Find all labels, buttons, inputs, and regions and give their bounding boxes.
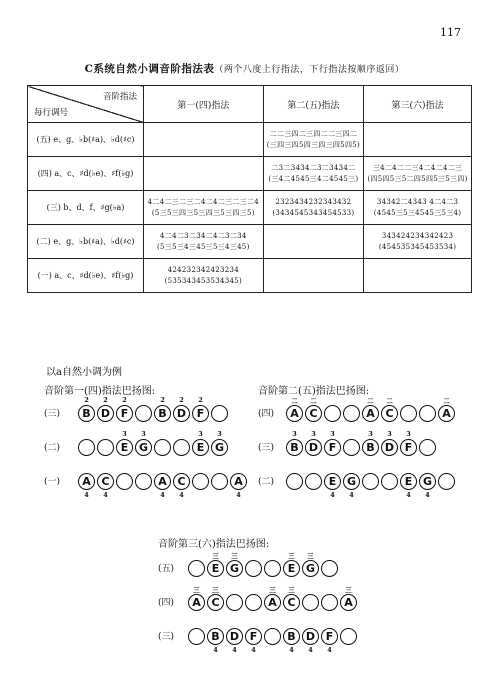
title-main: C系统自然小调音阶指法表 bbox=[84, 63, 215, 75]
fingering-sequence: 34342二4343 4二4二3 bbox=[376, 197, 459, 206]
note-button-c bbox=[173, 473, 190, 499]
fingering-sequence: (5三5三四三5三四三5三四三5) bbox=[151, 208, 255, 217]
note-button-b bbox=[154, 396, 171, 422]
note-name: E bbox=[404, 475, 413, 488]
fingering-sequence: (5三5三4三45三5三4三45) bbox=[157, 242, 250, 251]
note-name: D bbox=[100, 407, 111, 420]
fingering-cell bbox=[144, 191, 264, 225]
finger-number-below: 4 bbox=[289, 646, 294, 654]
note-name: A bbox=[344, 596, 353, 609]
keyboard-row bbox=[44, 466, 254, 499]
button-empty bbox=[188, 628, 205, 645]
note-name bbox=[98, 440, 113, 455]
button-empty bbox=[154, 439, 171, 456]
finger-number-below: 4 bbox=[406, 491, 411, 499]
row-key-signature: (二) e、g、♭b(♯a)、♭d(♯c) bbox=[28, 225, 144, 259]
page-title bbox=[0, 61, 489, 76]
note-button-c bbox=[305, 397, 322, 422]
row-label: (三) bbox=[44, 409, 61, 419]
button-empty bbox=[438, 473, 455, 490]
note-name: G bbox=[422, 475, 433, 488]
note-name: G bbox=[346, 475, 357, 488]
finger-number-above: 三 bbox=[269, 586, 276, 594]
row-label: (三) bbox=[158, 632, 175, 642]
fingering-sequence: (三四三四5四三四三四5四5) bbox=[266, 140, 361, 149]
finger-number-above: 三 bbox=[231, 552, 238, 560]
fingering-sequence: 二二三四二三四二二三四二 bbox=[269, 129, 358, 138]
note-button-b bbox=[286, 430, 303, 456]
diagram-fingering-3 bbox=[158, 535, 368, 655]
fingering-cell bbox=[144, 225, 264, 259]
note-name: B bbox=[290, 441, 299, 454]
button-empty bbox=[135, 473, 152, 490]
note-name bbox=[322, 595, 337, 610]
button-empty bbox=[264, 628, 281, 645]
finger-number-above: 二 bbox=[310, 397, 317, 405]
note-button-e bbox=[324, 473, 341, 499]
button-empty bbox=[340, 628, 357, 645]
note-name: C bbox=[211, 596, 220, 609]
note-button-a bbox=[230, 473, 247, 499]
finger-number-below: 4 bbox=[236, 491, 241, 499]
finger-number-above: 2 bbox=[179, 396, 184, 404]
button-empty bbox=[302, 594, 319, 611]
diagram-title: 音阶第二(五)指法巴扬图: bbox=[258, 386, 370, 397]
example-heading: 以a自然小调为例 bbox=[46, 367, 122, 378]
note-button-d bbox=[302, 628, 319, 654]
finger-number-above: 三 bbox=[288, 586, 295, 594]
note-name: A bbox=[192, 596, 201, 609]
note-button-e bbox=[283, 552, 300, 577]
note-name bbox=[287, 474, 302, 489]
note-name: G bbox=[138, 441, 149, 454]
keyboard-row bbox=[258, 398, 468, 428]
keyboard-row bbox=[158, 553, 368, 583]
button-empty bbox=[264, 560, 281, 577]
finger-number-above: 3 bbox=[122, 430, 127, 438]
fingering-sequence: (535343453534345) bbox=[164, 276, 243, 285]
finger-number-below: 4 bbox=[213, 646, 218, 654]
note-name bbox=[155, 440, 170, 455]
finger-number-above: 三 bbox=[193, 586, 200, 594]
note-name: A bbox=[268, 596, 277, 609]
finger-number-above: 三 bbox=[288, 552, 295, 560]
keyboard-row bbox=[158, 621, 368, 654]
header-corner-top: 音阶指法 bbox=[102, 92, 137, 102]
finger-number-above: 3 bbox=[311, 430, 316, 438]
button-empty bbox=[211, 405, 228, 422]
finger-number-below: 4 bbox=[425, 491, 430, 499]
note-name bbox=[265, 561, 280, 576]
finger-number-above: 三 bbox=[212, 586, 219, 594]
fingering-sequence: 三4二4二二三4二4二4二三 bbox=[372, 163, 463, 172]
note-name: A bbox=[290, 407, 299, 420]
note-name: D bbox=[229, 630, 240, 643]
finger-number-above: 三 bbox=[212, 552, 219, 560]
keyboard-row bbox=[158, 587, 368, 617]
note-button-a bbox=[438, 397, 455, 422]
table-row bbox=[28, 157, 472, 191]
fingering-sequence: (四5四5三5二四5四5三5三四) bbox=[367, 174, 468, 183]
note-name bbox=[303, 595, 318, 610]
note-button-g bbox=[135, 430, 152, 456]
note-button-d bbox=[173, 396, 190, 422]
button-empty bbox=[211, 473, 228, 490]
finger-number-above: 2 bbox=[160, 396, 165, 404]
note-button-f bbox=[321, 628, 338, 654]
fingering-cell bbox=[364, 123, 472, 157]
button-empty bbox=[343, 439, 360, 456]
note-name bbox=[420, 440, 435, 455]
fingering-cell bbox=[364, 259, 472, 293]
column-header-2: 第二(五)指法 bbox=[263, 86, 363, 123]
diagram-title: 音阶第三(六)指法巴扬图: bbox=[158, 539, 270, 550]
finger-number-above: 二 bbox=[443, 397, 450, 405]
fingering-sequence: (3434545343454533) bbox=[272, 208, 355, 217]
table-row bbox=[28, 123, 472, 157]
finger-number-above: 3 bbox=[406, 430, 411, 438]
note-button-c bbox=[97, 473, 114, 499]
fingering-cell bbox=[144, 123, 264, 157]
note-name bbox=[246, 595, 261, 610]
fingering-cell bbox=[364, 157, 472, 191]
row-key-signature: (四) a、c、♯d(♭e)、♯f(♭g) bbox=[28, 157, 144, 191]
finger-number-above: 二 bbox=[291, 397, 298, 405]
note-name bbox=[325, 406, 340, 421]
note-name bbox=[382, 474, 397, 489]
button-empty bbox=[245, 560, 262, 577]
note-name bbox=[227, 595, 242, 610]
row-label: (四) bbox=[158, 598, 175, 608]
fingering-table bbox=[27, 85, 472, 293]
note-name: G bbox=[229, 562, 240, 575]
note-name: B bbox=[366, 441, 375, 454]
title-note: （两个八度上行指法，下行指法按顺序返回） bbox=[214, 65, 405, 75]
note-name bbox=[174, 440, 189, 455]
button-empty bbox=[343, 405, 360, 422]
note-name: A bbox=[158, 475, 167, 488]
finger-number-below: 4 bbox=[327, 646, 332, 654]
fingering-cell bbox=[144, 259, 264, 293]
note-button-c bbox=[207, 586, 224, 611]
note-name: C bbox=[101, 475, 110, 488]
note-name bbox=[401, 406, 416, 421]
finger-number-above: 3 bbox=[292, 430, 297, 438]
note-name: C bbox=[385, 407, 394, 420]
row-label: (三) bbox=[258, 443, 275, 453]
note-button-g bbox=[226, 552, 243, 577]
button-empty bbox=[419, 405, 436, 422]
note-name: F bbox=[404, 441, 413, 454]
finger-number-below: 4 bbox=[84, 491, 89, 499]
fingering-cell bbox=[144, 157, 264, 191]
button-empty bbox=[173, 439, 190, 456]
note-name: E bbox=[287, 562, 296, 575]
note-name bbox=[344, 440, 359, 455]
note-name: E bbox=[211, 562, 220, 575]
note-name bbox=[344, 406, 359, 421]
finger-number-above: 二 bbox=[386, 397, 393, 405]
button-empty bbox=[245, 594, 262, 611]
note-name bbox=[322, 561, 337, 576]
note-button-g bbox=[211, 430, 228, 456]
keyboard-row bbox=[258, 466, 468, 499]
note-name: F bbox=[249, 630, 258, 643]
note-name bbox=[341, 629, 356, 644]
note-button-g bbox=[419, 473, 436, 499]
row-label: (五) bbox=[158, 564, 175, 574]
finger-number-above: 三 bbox=[345, 586, 352, 594]
fingering-cell bbox=[263, 123, 363, 157]
button-empty bbox=[362, 473, 379, 490]
column-header-3: 第三(六)指法 bbox=[364, 86, 472, 123]
note-name bbox=[265, 629, 280, 644]
note-button-b bbox=[78, 396, 95, 422]
row-key-signature: (五) e、g、♭b(♯a)、♭d(♯c) bbox=[28, 123, 144, 157]
note-button-a bbox=[362, 397, 379, 422]
note-name: G bbox=[214, 441, 225, 454]
column-header-1: 第一(四)指法 bbox=[144, 86, 264, 123]
note-name bbox=[193, 474, 208, 489]
note-button-d bbox=[381, 430, 398, 456]
button-empty bbox=[305, 473, 322, 490]
note-name: E bbox=[328, 475, 337, 488]
note-name bbox=[246, 561, 261, 576]
finger-number-above: 3 bbox=[368, 430, 373, 438]
note-name: D bbox=[384, 441, 395, 454]
note-button-c bbox=[381, 397, 398, 422]
button-empty bbox=[78, 439, 95, 456]
note-name: F bbox=[120, 407, 129, 420]
note-name: F bbox=[325, 630, 334, 643]
note-name: D bbox=[305, 630, 316, 643]
note-name bbox=[212, 474, 227, 489]
note-button-f bbox=[116, 396, 133, 422]
finger-number-above: 2 bbox=[84, 396, 89, 404]
note-button-f bbox=[324, 430, 341, 456]
note-name: D bbox=[176, 407, 187, 420]
note-button-e bbox=[116, 430, 133, 456]
note-name: A bbox=[82, 475, 91, 488]
note-name bbox=[189, 561, 204, 576]
row-key-signature: (一) a、c、♯d(♭e)、♯f(♭g) bbox=[28, 259, 144, 293]
fingering-cell bbox=[364, 225, 472, 259]
finger-number-below: 4 bbox=[349, 491, 354, 499]
note-button-g bbox=[343, 473, 360, 499]
note-name: G bbox=[305, 562, 316, 575]
note-button-e bbox=[400, 473, 417, 499]
note-button-c bbox=[283, 586, 300, 611]
note-button-a bbox=[286, 397, 303, 422]
button-empty bbox=[400, 405, 417, 422]
finger-number-below: 4 bbox=[160, 491, 165, 499]
button-empty bbox=[188, 560, 205, 577]
finger-number-above: 3 bbox=[198, 430, 203, 438]
note-button-b bbox=[207, 628, 224, 654]
note-name bbox=[420, 406, 435, 421]
button-empty bbox=[286, 473, 303, 490]
finger-number-below: 4 bbox=[308, 646, 313, 654]
note-button-d bbox=[305, 430, 322, 456]
note-button-a bbox=[78, 473, 95, 499]
note-name: F bbox=[196, 407, 205, 420]
diagram-title: 音阶第一(四)指法巴扬图: bbox=[44, 386, 156, 397]
note-name bbox=[212, 406, 227, 421]
note-name bbox=[306, 474, 321, 489]
fingering-cell bbox=[263, 157, 363, 191]
finger-number-below: 4 bbox=[179, 491, 184, 499]
note-button-b bbox=[283, 628, 300, 654]
diagram-fingering-1 bbox=[44, 382, 254, 502]
fingering-sequence: 二3二3434二3二3434二 bbox=[271, 163, 356, 172]
table-row bbox=[28, 225, 472, 259]
button-empty bbox=[135, 405, 152, 422]
finger-number-above: 3 bbox=[217, 430, 222, 438]
note-name bbox=[363, 474, 378, 489]
note-button-a bbox=[188, 586, 205, 611]
fingering-cell bbox=[364, 191, 472, 225]
finger-number-above: 3 bbox=[141, 430, 146, 438]
note-name: D bbox=[308, 441, 319, 454]
page-number: 117 bbox=[440, 26, 461, 39]
note-button-f bbox=[400, 430, 417, 456]
note-button-f bbox=[245, 628, 262, 654]
fingering-sequence: 2323434232343432 bbox=[275, 197, 352, 206]
fingering-sequence: (454535345453534) bbox=[378, 242, 457, 251]
finger-number-above: 2 bbox=[198, 396, 203, 404]
finger-number-above: 2 bbox=[122, 396, 127, 404]
header-corner-bottom: 每行调号 bbox=[34, 108, 69, 118]
finger-number-below: 4 bbox=[232, 646, 237, 654]
note-name bbox=[117, 474, 132, 489]
fingering-cell bbox=[263, 191, 363, 225]
note-name: A bbox=[442, 407, 451, 420]
fingering-cell bbox=[263, 225, 363, 259]
note-name: B bbox=[211, 630, 220, 643]
note-button-d bbox=[226, 628, 243, 654]
note-name: C bbox=[309, 407, 318, 420]
note-name bbox=[136, 406, 151, 421]
diagram-fingering-2 bbox=[258, 382, 468, 502]
finger-number-above: 3 bbox=[330, 430, 335, 438]
finger-number-above: 二 bbox=[367, 397, 374, 405]
fingering-sequence: 424232342423234 bbox=[167, 265, 239, 274]
row-key-signature: (三) b、d、f、♯g(♭a) bbox=[28, 191, 144, 225]
note-name: B bbox=[287, 630, 296, 643]
finger-number-above: 2 bbox=[103, 396, 108, 404]
finger-number-below: 4 bbox=[251, 646, 256, 654]
note-name: C bbox=[287, 596, 296, 609]
table-row bbox=[28, 191, 472, 225]
fingering-sequence: 4二4二3二34二4二3二34 bbox=[160, 231, 247, 240]
note-button-b bbox=[362, 430, 379, 456]
note-button-f bbox=[192, 396, 209, 422]
row-label: (一) bbox=[44, 477, 61, 487]
table-header-row bbox=[28, 86, 472, 123]
finger-number-below: 4 bbox=[103, 491, 108, 499]
button-empty bbox=[97, 439, 114, 456]
fingering-cell bbox=[263, 259, 363, 293]
note-button-a bbox=[340, 586, 357, 611]
finger-number-below: 4 bbox=[330, 491, 335, 499]
keyboard-row bbox=[44, 432, 254, 462]
note-name bbox=[189, 629, 204, 644]
fingering-sequence: (三4二4545三4二4545三) bbox=[268, 174, 359, 183]
table-row bbox=[28, 259, 472, 293]
note-name: C bbox=[177, 475, 186, 488]
keyboard-row bbox=[44, 398, 254, 428]
note-name: E bbox=[196, 441, 205, 454]
keyboard-row bbox=[258, 432, 468, 462]
fingering-sequence: (4545三5三4545三5三4) bbox=[373, 208, 462, 217]
note-name: A bbox=[366, 407, 375, 420]
note-button-e bbox=[207, 552, 224, 577]
button-empty bbox=[321, 594, 338, 611]
row-label: (二) bbox=[258, 477, 275, 487]
note-name: B bbox=[158, 407, 167, 420]
finger-number-above: 三 bbox=[307, 552, 314, 560]
button-empty bbox=[226, 594, 243, 611]
header-corner bbox=[28, 86, 144, 123]
note-button-g bbox=[302, 552, 319, 577]
fingering-sequence: 4二4二三二三二4二4二三二三二4 bbox=[147, 197, 260, 206]
button-empty bbox=[321, 560, 338, 577]
row-label: (四) bbox=[258, 409, 275, 419]
note-button-d bbox=[97, 396, 114, 422]
note-button-a bbox=[154, 473, 171, 499]
note-name: E bbox=[120, 441, 129, 454]
note-name: A bbox=[234, 475, 243, 488]
button-empty bbox=[419, 439, 436, 456]
button-empty bbox=[381, 473, 398, 490]
note-name: B bbox=[82, 407, 91, 420]
row-label: (二) bbox=[44, 443, 61, 453]
note-name bbox=[439, 474, 454, 489]
note-name bbox=[136, 474, 151, 489]
button-empty bbox=[324, 405, 341, 422]
note-name bbox=[79, 440, 94, 455]
fingering-sequence: 343424234342423 bbox=[381, 231, 454, 240]
note-name: F bbox=[328, 441, 337, 454]
note-button-a bbox=[264, 586, 281, 611]
button-empty bbox=[116, 473, 133, 490]
finger-number-above: 3 bbox=[387, 430, 392, 438]
button-empty bbox=[192, 473, 209, 490]
note-button-e bbox=[192, 430, 209, 456]
